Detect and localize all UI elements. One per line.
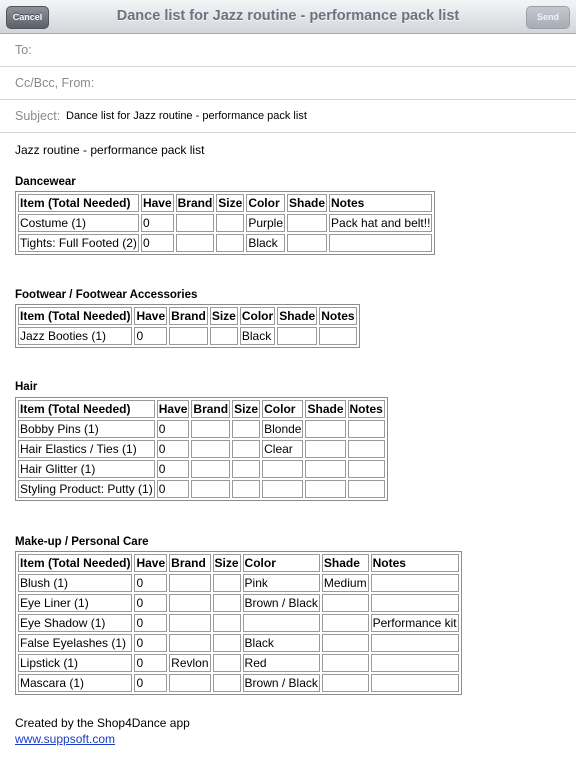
to-label: To: [15, 43, 32, 57]
table-row [18, 420, 385, 438]
ccbcc-label: Cc/Bcc, From: [15, 76, 95, 90]
cell-color: Clear [262, 440, 303, 458]
cell-item: Styling Product: Putty (1) [20, 482, 153, 496]
cell-item: Hair Elastics / Ties (1) [18, 440, 155, 458]
cell-have: 0 [157, 420, 190, 438]
cell-item: Eye Shadow (1) [18, 614, 132, 632]
cell-have: 0 [134, 674, 167, 692]
cell-shade [287, 234, 327, 252]
send-button[interactable]: Send [526, 6, 570, 29]
ccbcc-field[interactable] [0, 67, 576, 100]
column-header-notes: Notes [371, 554, 459, 572]
cell-color: Red [243, 654, 320, 672]
footer-signature: Created by the Shop4Dance app [15, 716, 190, 730]
cell-have: 0 [134, 614, 167, 632]
cancel-button[interactable]: Cancel [6, 6, 49, 29]
column-header-have: Have [142, 196, 172, 210]
cell-brand [191, 440, 230, 458]
cell-shade [322, 654, 369, 672]
cell-shade [322, 614, 369, 632]
column-header-item: Item (Total Needed) [20, 309, 131, 323]
cell-brand [169, 634, 210, 652]
table-row [18, 674, 459, 692]
cell-notes [329, 234, 432, 252]
cell-item: False Eyelashes (1) [18, 634, 132, 652]
cell-item: Eye Liner (1) [18, 594, 132, 612]
cell-item: Tights: Full Footed (2) [20, 236, 137, 250]
cell-notes [348, 440, 385, 458]
table-header-row [18, 400, 385, 418]
column-header-notes: Notes [329, 194, 432, 212]
column-header-notes: Notes [321, 309, 355, 323]
cell-shade [322, 674, 369, 692]
cell-color: Purple [248, 216, 283, 230]
cell-brand [191, 460, 230, 478]
cell-size [216, 214, 244, 232]
column-header-size: Size [211, 309, 236, 323]
column-header-shade: Shade [289, 196, 326, 210]
table-header-row [18, 554, 459, 572]
cell-shade [322, 594, 369, 612]
cell-item: Lipstick (1) [18, 654, 132, 672]
column-header-color: Color [243, 554, 320, 572]
cell-shade [305, 460, 345, 478]
cell-notes [319, 327, 356, 345]
column-header-have: Have [136, 556, 166, 570]
section-title-footwear: Footwear / Footwear Accessories [15, 289, 198, 301]
cell-have: 0 [157, 480, 190, 498]
cell-notes [348, 420, 385, 438]
cell-brand [169, 614, 210, 632]
table-footwear [15, 304, 360, 348]
column-header-item: Item (Total Needed) [20, 556, 131, 570]
cell-item: Costume (1) [18, 214, 139, 232]
cell-brand [191, 480, 230, 498]
message-intro: Jazz routine - performance pack list [15, 143, 205, 157]
cell-color: Pink [243, 574, 320, 592]
cell-color: Brown / Black [244, 596, 318, 610]
column-header-size: Size [218, 196, 243, 210]
table-row [18, 480, 385, 498]
column-header-color: Color [246, 194, 285, 212]
cell-shade [277, 327, 317, 345]
table-dancewear [15, 191, 435, 255]
cell-brand [169, 327, 208, 345]
column-header-have: Have [158, 402, 188, 416]
cell-notes [371, 674, 459, 692]
cell-brand [169, 574, 210, 592]
table-header-row [18, 194, 432, 212]
cell-item: Blush (1) [18, 574, 132, 592]
footer-link[interactable]: www.suppsoft.com [15, 732, 116, 746]
cell-size [232, 480, 260, 498]
cell-notes [371, 654, 459, 672]
cell-color [262, 480, 303, 498]
table-row [18, 574, 459, 592]
cell-color: Blonde [264, 422, 302, 436]
cell-brand [176, 234, 215, 252]
table-hair [15, 397, 388, 501]
cell-shade [322, 634, 369, 652]
cell-notes [371, 594, 459, 612]
compose-title: Dance list for Jazz routine - performance pack list [116, 8, 460, 24]
cell-color [262, 460, 303, 478]
table-row [18, 614, 459, 632]
cell-notes [348, 480, 385, 498]
cell-color: Brown / Black [244, 676, 318, 690]
cell-item: Hair Glitter (1) [18, 460, 155, 478]
table-row [18, 634, 459, 652]
column-header-brand: Brand [193, 402, 229, 416]
cell-have: 0 [141, 234, 174, 252]
cell-brand [191, 420, 230, 438]
column-header-item: Item (Total Needed) [18, 194, 139, 212]
cell-brand [176, 214, 215, 232]
cell-size [210, 327, 238, 345]
cell-size [213, 674, 241, 692]
cell-brand [169, 674, 210, 692]
cell-size [232, 420, 260, 438]
subject-label: Subject: [15, 109, 61, 123]
column-header-color: Color [241, 309, 274, 323]
cell-notes: Pack hat and belt!! [331, 216, 431, 230]
table-row [18, 594, 459, 612]
cell-notes [371, 574, 459, 592]
cell-shade [305, 440, 345, 458]
subject-field[interactable] [0, 100, 576, 133]
section-title-makeup: Make-up / Personal Care [15, 536, 149, 548]
column-header-brand: Brand [171, 309, 206, 323]
cell-have: 0 [141, 214, 174, 232]
section-title-dancewear: Dancewear [15, 176, 76, 188]
table-row [18, 327, 357, 345]
column-header-size: Size [234, 402, 259, 416]
cell-have: 0 [134, 634, 167, 652]
cell-size [232, 440, 260, 458]
cell-notes: Performance kit [372, 616, 457, 630]
column-header-brand: Brand [169, 554, 210, 572]
cell-color: Black [246, 234, 285, 252]
cell-shade [305, 420, 345, 438]
section-title-hair: Hair [15, 381, 38, 393]
column-header-have: Have [136, 309, 166, 323]
column-header-shade: Shade [279, 309, 316, 323]
cell-item: Mascara (1) [18, 674, 132, 692]
cell-shade [287, 214, 327, 232]
cell-have: 0 [134, 594, 167, 612]
column-header-shade: Shade [322, 554, 369, 572]
column-header-color: Color [262, 400, 303, 418]
cell-size [216, 234, 244, 252]
cell-item: Bobby Pins (1) [18, 420, 155, 438]
table-row [18, 214, 432, 232]
column-header-item: Item (Total Needed) [18, 400, 155, 418]
cell-size [213, 614, 241, 632]
table-makeup [15, 551, 462, 695]
cell-size [213, 594, 241, 612]
cell-size [232, 460, 260, 478]
table-row [18, 440, 385, 458]
column-header-shade: Shade [307, 402, 344, 416]
table-row [18, 654, 459, 672]
subject-value[interactable]: Dance list for Jazz routine - performance pack list [66, 110, 307, 122]
cell-shade: Medium [323, 576, 367, 590]
cell-color: Black [243, 634, 320, 652]
to-field[interactable] [0, 34, 576, 67]
table-header-row [18, 307, 357, 325]
cell-color [243, 614, 320, 632]
cell-shade [305, 480, 345, 498]
cell-item: Jazz Booties (1) [18, 327, 132, 345]
table-row [18, 234, 432, 252]
cell-have: 0 [157, 440, 190, 458]
compose-toolbar [0, 0, 576, 34]
column-header-brand: Brand [177, 196, 213, 210]
cell-have: 0 [134, 327, 167, 345]
cell-size [213, 654, 241, 672]
table-row [18, 460, 385, 478]
cell-brand: Revlon [171, 656, 209, 670]
cell-size [213, 574, 241, 592]
cell-size [213, 634, 241, 652]
cell-notes [371, 634, 459, 652]
cell-have: 0 [157, 460, 190, 478]
cell-have: 0 [134, 574, 167, 592]
column-header-notes: Notes [349, 402, 383, 416]
cell-notes [348, 460, 385, 478]
cell-brand [169, 594, 210, 612]
cell-color: Black [240, 327, 275, 345]
cell-have: 0 [134, 654, 167, 672]
column-header-size: Size [214, 556, 239, 570]
